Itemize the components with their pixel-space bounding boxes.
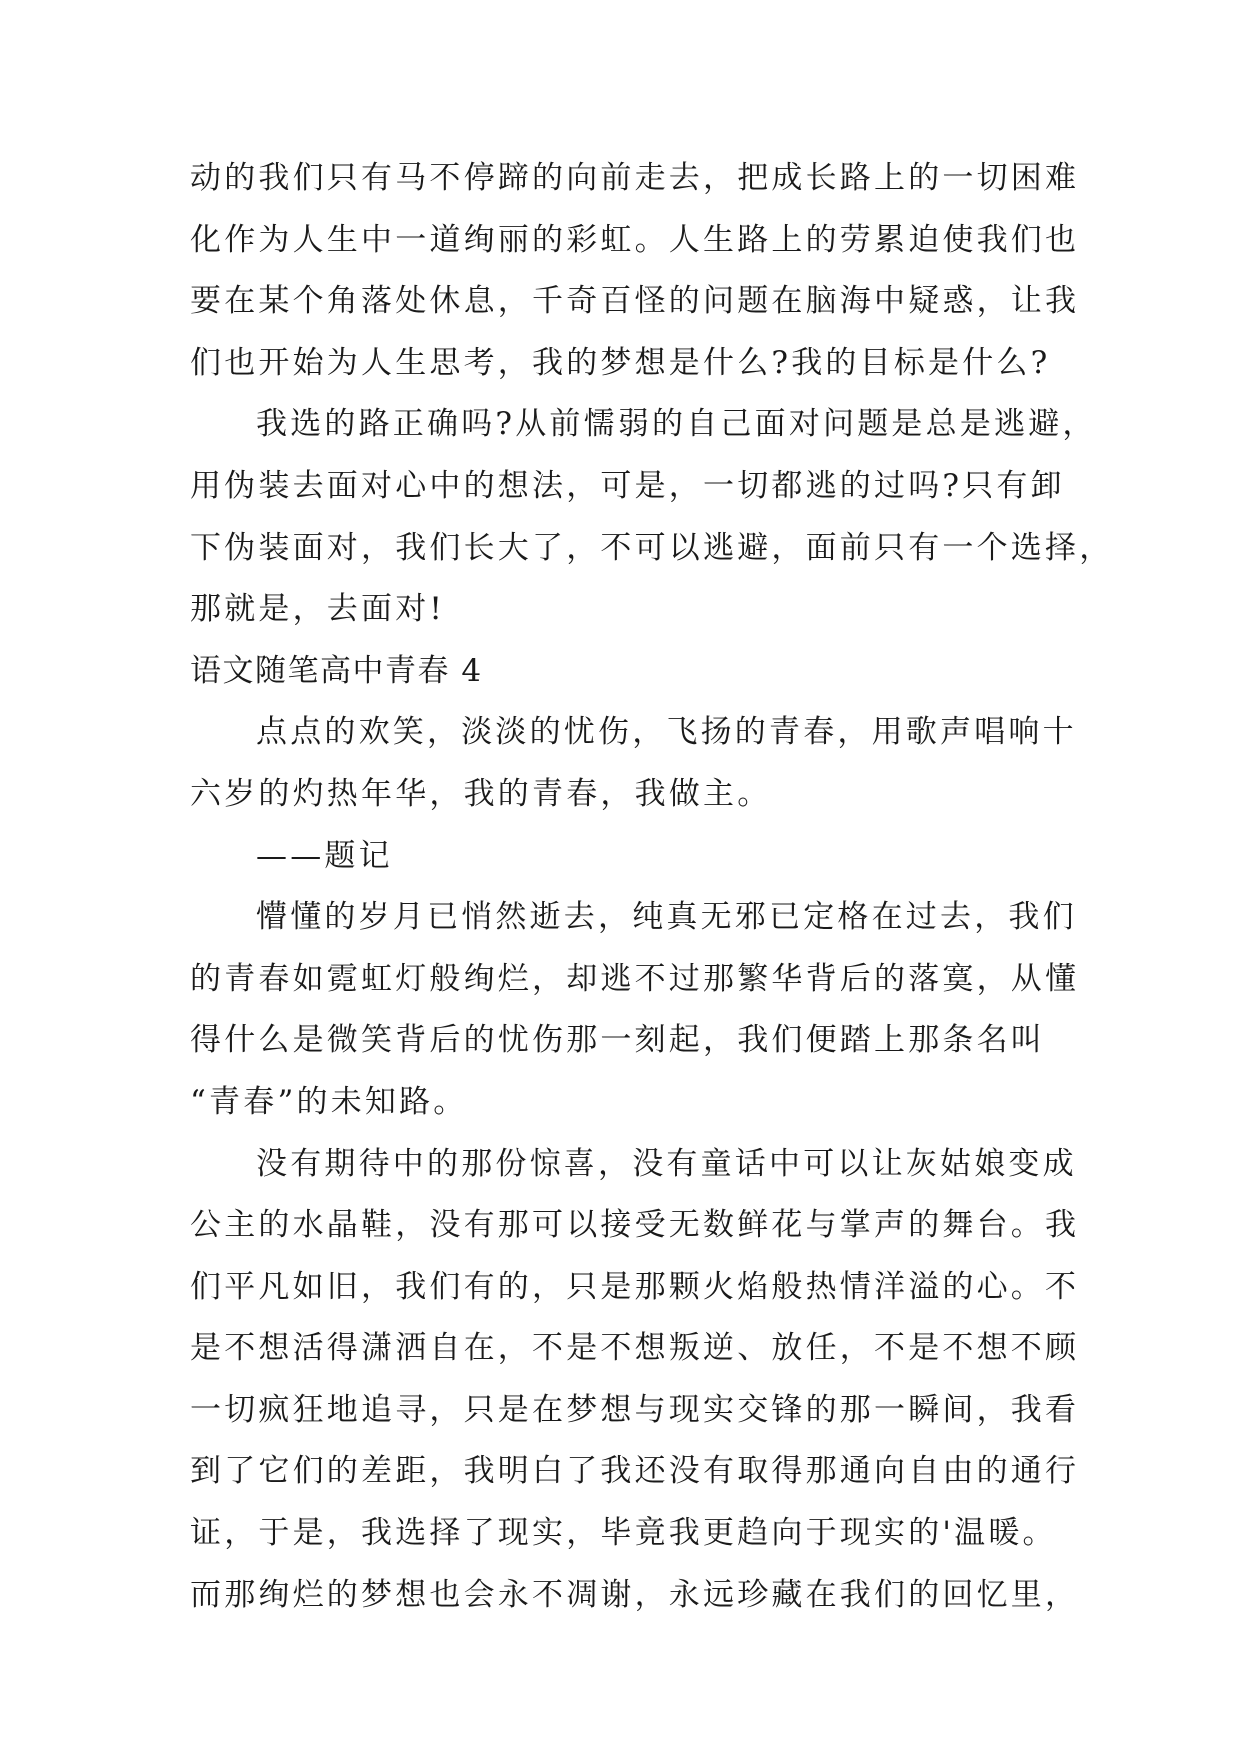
paragraph-start-line: 我选的路正确吗?从前懦弱的自己面对问题是总是逃避， [256,406,1097,443]
text-line: 下伪装面对，我们长大了，不可以逃避，面前只有一个选择， [190,529,1114,566]
text-line: 到了它们的差距，我明白了我还没有取得那通向自由的通行 [190,1453,1080,1490]
text-line: 们平凡如旧，我们有的，只是那颗火焰般热情洋溢的心。不 [190,1268,1080,1305]
text-line: 动的我们只有马不停蹄的向前走去，把成长路上的一切困难 [190,160,1080,196]
text-line: 得什么是微笑背后的忧伤那一刻起，我们便踏上那条名叫 [190,1022,1045,1059]
paragraph-start-line: 点点的欢笑，淡淡的忧伤，飞扬的青春，用歌声唱响十 [256,714,1077,751]
text-line: 而那绚烂的梦想也会永不凋谢，永远珍藏在我们的回忆里， [190,1576,1080,1613]
text-line: 公主的水晶鞋，没有那可以接受无数鲜花与掌声的舞台。我 [190,1207,1080,1244]
paragraph-start-line: 没有期待中的那份惊喜，没有童话中可以让灰姑娘变成 [256,1145,1077,1182]
text-line: 是不想活得潇洒自在，不是不想叛逆、放任，不是不想不顾 [190,1330,1080,1367]
text-line: 的青春如霓虹灯般绚烂，却逃不过那繁华背后的落寞，从懂 [190,960,1080,997]
paragraph-start-line: 懵懂的岁月已悄然逝去，纯真无邪已定格在过去，我们 [256,899,1077,936]
text-line: 六岁的灼热年华，我的青春，我做主。 [190,775,772,812]
text-line: 化作为人生中一道绚丽的彩虹。人生路上的劳累迫使我们也 [190,221,1080,258]
text-line: 证，于是，我选择了现实，毕竟我更趋向于现实的'温暖。 [190,1515,1057,1552]
text-line: “青春”的未知路。 [190,1083,468,1120]
text-line: 一切疯狂地追寻，只是在梦想与现实交锋的那一瞬间，我看 [190,1391,1080,1428]
text-line: 用伪装去面对心中的想法，可是，一切都逃的过吗?只有卸 [190,467,1065,504]
text-line: 要在某个角落处休息，千奇百怪的问题在脑海中疑惑，让我 [190,283,1080,320]
document-body [190,148,1114,1626]
text-line: 们也开始为人生思考，我的梦想是什么?我的目标是什么? [190,344,1051,381]
section-heading: 语文随笔高中青春 4 [190,652,483,689]
epigraph-attribution: ——题记 [256,837,393,874]
text-line: 那就是，去面对! [190,591,446,628]
